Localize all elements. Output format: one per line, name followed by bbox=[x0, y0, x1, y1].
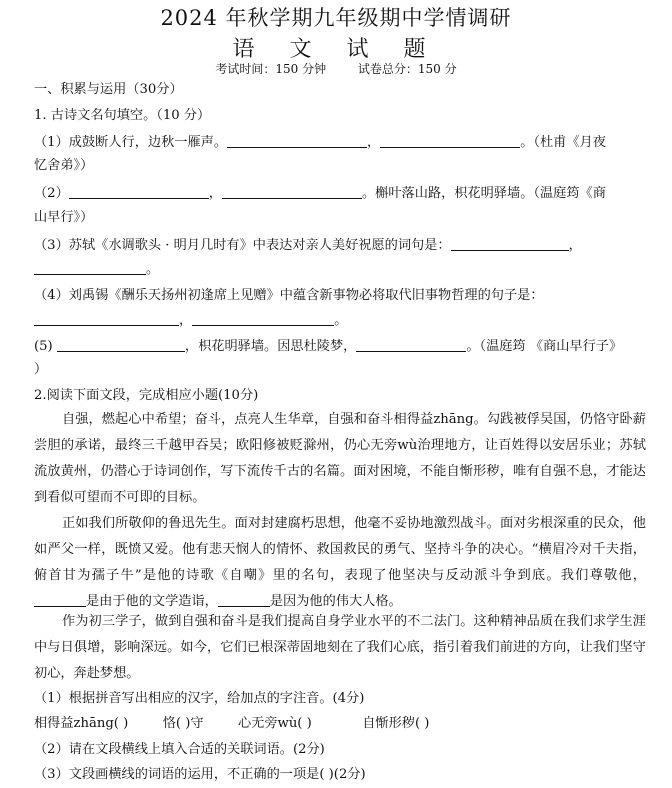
answer-blank[interactable] bbox=[222, 184, 362, 199]
answer-blank[interactable] bbox=[57, 337, 185, 352]
exam-title: 2024 年秋学期九年级期中学情调研 bbox=[160, 6, 512, 30]
section-heading: 一、积累与运用（30分） bbox=[34, 82, 183, 97]
q1-item-4: （4）刘禹锡《酬乐天扬州初逢席上见赠》中蕴含新事物必将取代旧事物哲理的句子是： bbox=[34, 288, 544, 303]
answer-blank[interactable] bbox=[34, 311, 179, 326]
answer-blank[interactable] bbox=[356, 337, 466, 352]
answer-blank[interactable] bbox=[69, 184, 209, 199]
question-2-heading: 2.阅读下面文段，完成相应小题(10分) bbox=[34, 388, 259, 403]
answer-blank[interactable] bbox=[34, 592, 86, 607]
q1-item-3-cont: 。 bbox=[34, 260, 644, 279]
q2-sub-1: （1）根据拼音写出相应的汉字，给加点的字注音。(4分) bbox=[34, 691, 365, 706]
q1-item-5: (5) ，枳花明驿墙。因思杜陵梦， 。（温庭筠 《商山早行子》 bbox=[34, 339, 623, 354]
q1-item-2-cont: 山早行》） bbox=[34, 210, 94, 225]
q2-sub-1-words: 相得益zhāng( ) 恪( )守 心无旁wù( ) 自惭形秽( ) bbox=[34, 716, 430, 731]
passage-paragraph-2: 正如我们所敬仰的鲁迅先生。面对封建腐朽思想，他毫不妥协地激烈战斗。面对劣根深重的民众，他如严父一样，既愤又爱。他有悲天悯人的情怀、救国救民的勇气、坚持斗争的决心。“横眉冷对千夫指，俯首甘为孺子牛”是他的诗歌《自嘲》里的名句，表现了他坚决与反动派斗争到底。我们尊敬他，是由于他的文学造诣， 是因为他的伟大人格。 bbox=[34, 516, 646, 609]
question-1-heading: 1. 古诗文名句填空。（10 分） bbox=[34, 108, 211, 123]
passage-paragraph-3: 作为初三学子，做到自强和奋斗是我们提高自身学业水平的不二法门。这种精神品质在我们求学生涯中与日俱增，影响深远。如今，它们已根深蒂固地刻在了我们心底，指引着我们前进的方向，让我们坚守初心，奔赴梦想。 bbox=[34, 614, 646, 681]
exam-time: 考试时间：150 分钟 bbox=[215, 62, 327, 76]
q1-item-2: （2） ， 。槲叶落山路，枳花明驿墙。（温庭筠《商 bbox=[34, 186, 606, 201]
q1-item-1: （1）成鼓断人行，边秋一雁声。 ， 。（杜甫《月夜 bbox=[34, 135, 606, 150]
answer-blank[interactable] bbox=[380, 133, 520, 148]
q1-item-5-cont: ） bbox=[34, 362, 48, 377]
q1-item-4-cont: ， 。 bbox=[34, 311, 644, 330]
answer-blank[interactable] bbox=[192, 311, 334, 326]
answer-blank[interactable] bbox=[227, 133, 367, 148]
q1-item-1-cont: 忆舍弟》） bbox=[34, 158, 94, 173]
answer-blank[interactable] bbox=[451, 236, 569, 251]
answer-blank[interactable] bbox=[218, 592, 270, 607]
answer-blank[interactable] bbox=[34, 260, 146, 275]
q2-sub-3: （3）文段画横线的词语的运用，不正确的一项是( )(2分) bbox=[34, 767, 366, 782]
exam-meta bbox=[0, 60, 672, 77]
exam-total-score: 试卷总分：150 分 bbox=[357, 62, 457, 76]
passage-paragraph-1: 自强，燃起心中希望；奋斗，点亮人生华章，自强和奋斗相得益zhāng。勾践被俘吴国，仍恪守卧薪尝胆的承诺，最终三千越甲吞吴；欧阳修被贬滁州，仍心无旁wù治理地方，让百姓得以安居乐业；苏轼流放黄州，仍潜心于诗词创作，写下流传千古的名篇。面对困境，不能自惭形秽，唯有自强不息，才能达到看似可望而不可即的目标。 bbox=[34, 412, 646, 505]
q1-item-3: （3）苏轼《水调歌头 · 明月几时有》中表达对亲人美好祝愿的词句是： ， bbox=[34, 238, 582, 253]
q2-sub-2: （2）请在文段横线上填入合适的关联词语。(2分) bbox=[34, 742, 325, 757]
exam-subtitle: 语 文 试 题 bbox=[232, 37, 440, 62]
